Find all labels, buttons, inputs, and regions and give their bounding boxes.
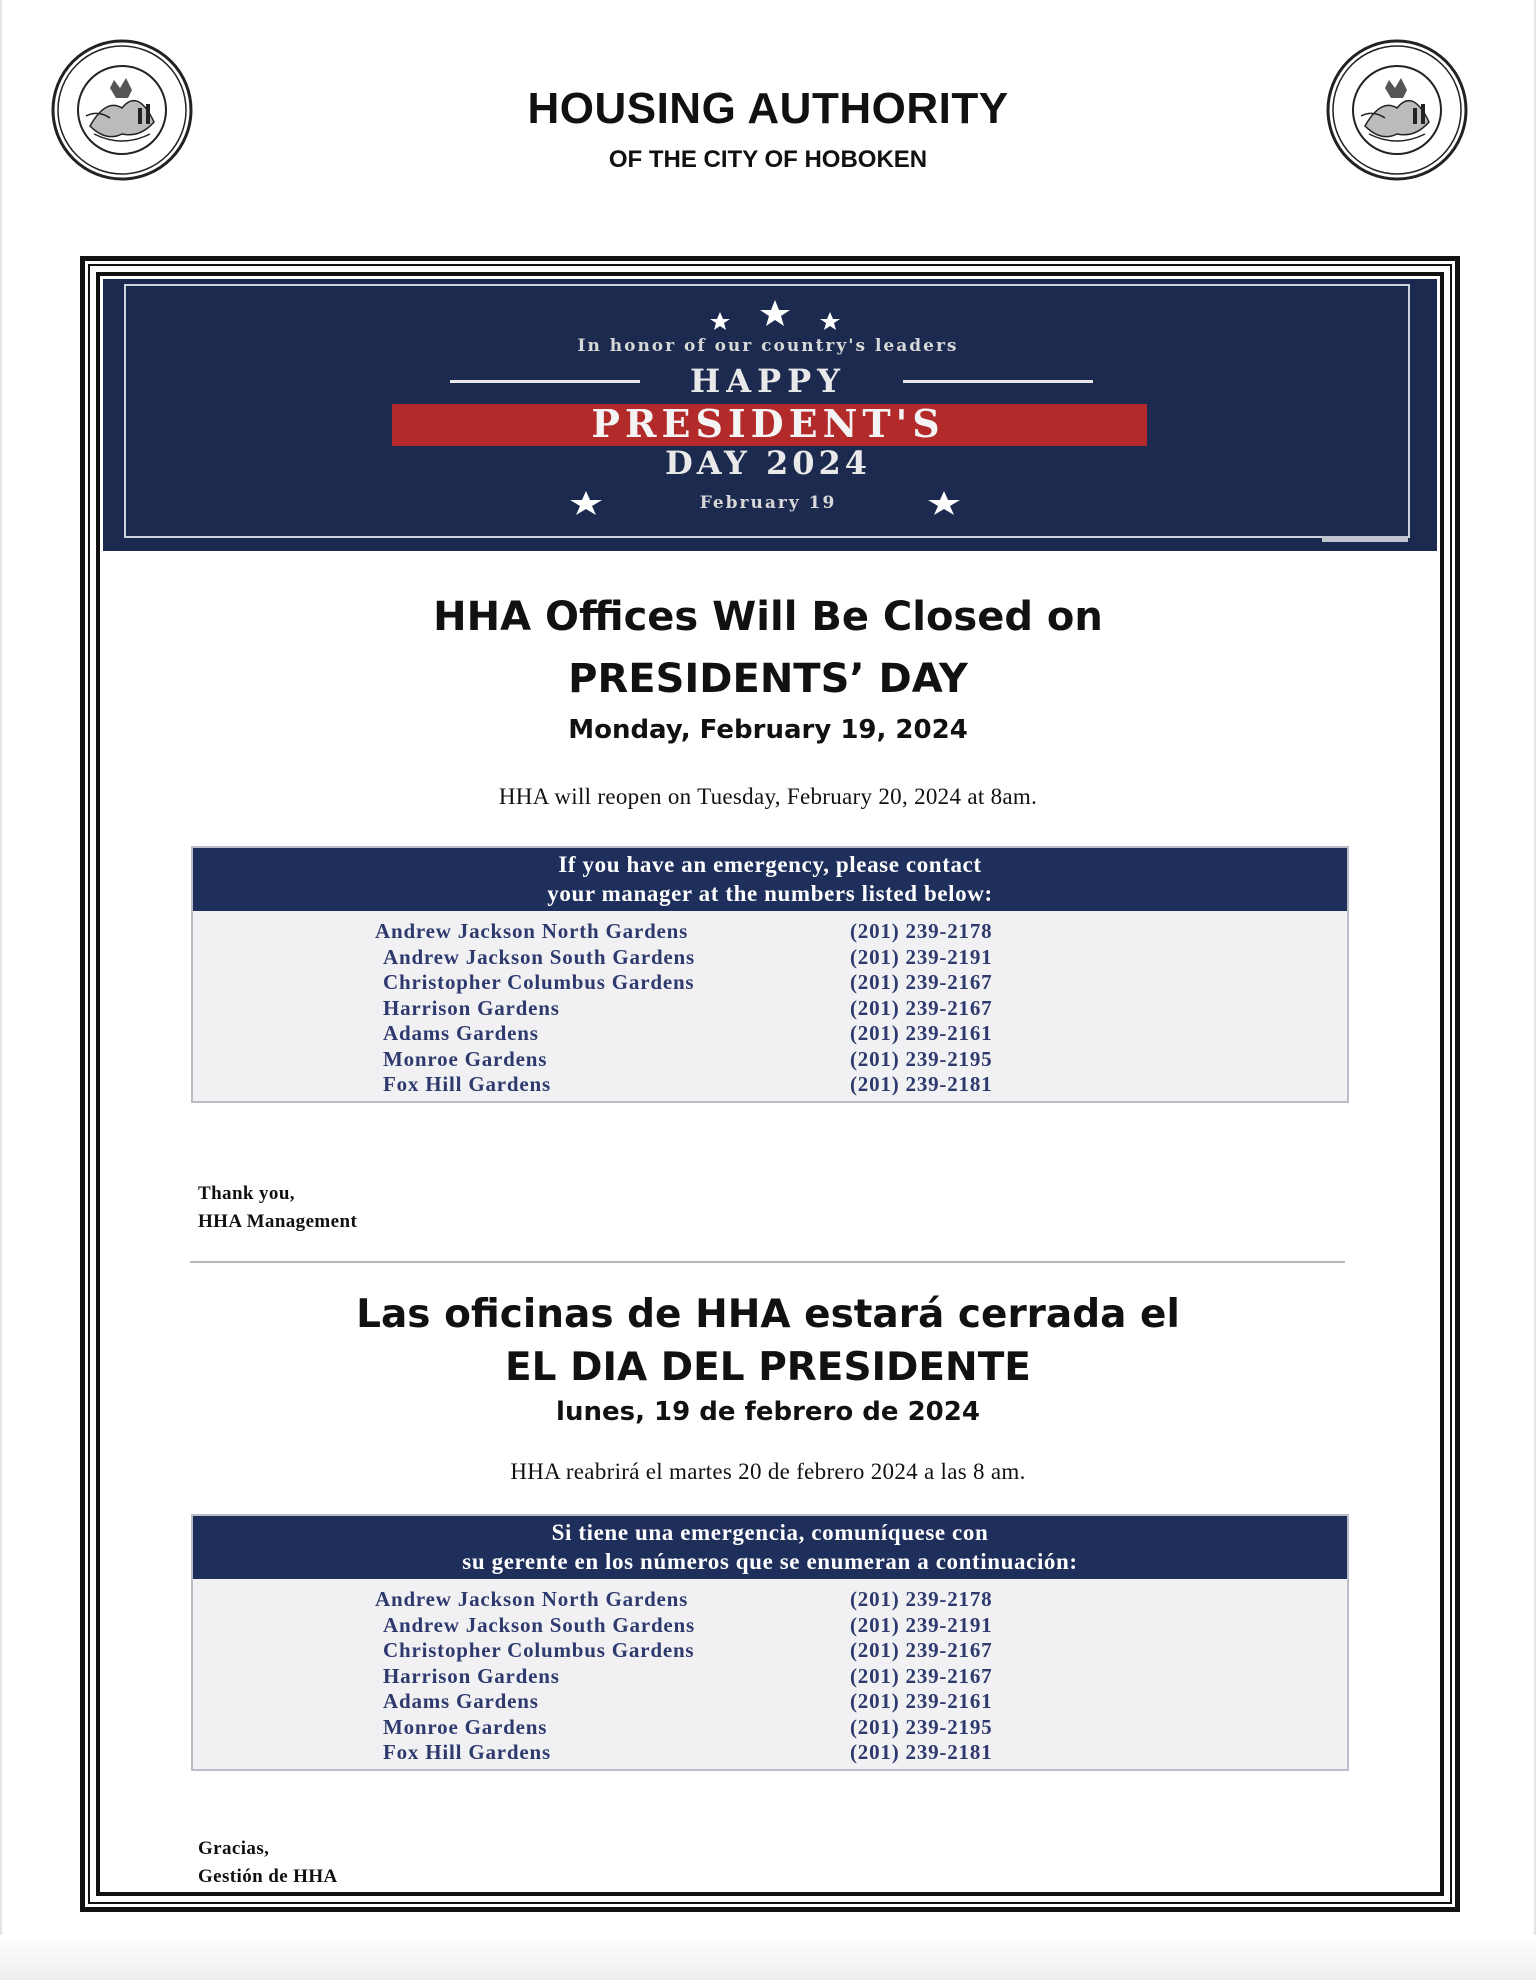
- banner-date: February 19: [699, 493, 837, 513]
- phone-number: (201) 239-2191: [850, 944, 993, 969]
- property-name: Monroe Gardens: [383, 1714, 548, 1739]
- banner-day-year: DAY 2024: [664, 444, 872, 482]
- spanish-heading-line1: Las oficinas de HHA estará cerrada el: [356, 1292, 1180, 1337]
- english-reopen-notice: HHA will reopen on Tuesday, February 20, 2024 at 8am.: [498, 784, 1038, 809]
- property-name: Fox Hill Gardens: [383, 1072, 551, 1096]
- contact-row: [193, 996, 1347, 1022]
- phone-number: (201) 239-2167: [850, 1663, 993, 1688]
- contact-row: [193, 1740, 1347, 1766]
- contact-row: [193, 1047, 1347, 1073]
- english-emergency-contacts: [191, 846, 1349, 1103]
- contact-row: [193, 1021, 1347, 1047]
- banner-presidents: PRESIDENT'S: [591, 401, 945, 446]
- spanish-emergency-contacts: [191, 1514, 1349, 1771]
- contact-row: [193, 1072, 1347, 1098]
- phone-number: (201) 239-2181: [850, 1740, 993, 1764]
- property-name: Andrew Jackson North Gardens: [375, 1587, 689, 1611]
- phone-number: (201) 239-2191: [850, 1612, 993, 1637]
- spanish-date-line: lunes, 19 de febrero de 2024: [556, 1397, 980, 1427]
- english-heading-line2: PRESIDENTS’ DAY: [568, 656, 968, 702]
- contact-header-line: If you have an emergency, please contact: [558, 852, 982, 877]
- banner-template-credit: [1322, 536, 1408, 542]
- contact-list: [193, 911, 1347, 1102]
- banner-honor-line: In honor of our country's leaders: [577, 336, 959, 356]
- property-name: Christopher Columbus Gardens: [383, 970, 695, 994]
- star-icon: [924, 490, 964, 516]
- phone-number: (201) 239-2181: [850, 1072, 993, 1096]
- closing-signature: HHA Management: [198, 1211, 358, 1232]
- three-stars-icon: [700, 298, 850, 332]
- english-heading-line1: HHA Offices Will Be Closed on: [433, 594, 1103, 640]
- contact-row: [193, 919, 1347, 945]
- property-name: Monroe Gardens: [383, 1046, 548, 1071]
- property-name: Adams Gardens: [383, 1689, 539, 1713]
- property-name: Christopher Columbus Gardens: [383, 1638, 695, 1662]
- phone-number: (201) 239-2195: [850, 1046, 993, 1071]
- phone-number: (201) 239-2167: [850, 970, 993, 994]
- property-name: Andrew Jackson South Gardens: [383, 1612, 695, 1637]
- phone-number: (201) 239-2167: [850, 1638, 993, 1662]
- contact-row: [193, 1715, 1347, 1741]
- spanish-contact-header: [193, 1516, 1347, 1579]
- english-closing: [198, 1180, 357, 1236]
- banner-happy: HAPPY: [689, 362, 847, 400]
- organization-title: HOUSING AUTHORITY: [527, 84, 1009, 133]
- contact-list: [193, 1579, 1347, 1770]
- spanish-heading-line2: EL DIA DEL PRESIDENTE: [505, 1345, 1031, 1390]
- property-name: Fox Hill Gardens: [383, 1740, 551, 1764]
- english-date-line: Monday, February 19, 2024: [568, 715, 968, 745]
- contact-row: [193, 1587, 1347, 1613]
- property-name: Harrison Gardens: [383, 995, 560, 1020]
- organization-subtitle: OF THE CITY OF HOBOKEN: [608, 146, 928, 173]
- contact-header-line: your manager at the numbers listed below:: [547, 881, 993, 906]
- property-name: Andrew Jackson South Gardens: [383, 944, 695, 969]
- contact-row: [193, 1689, 1347, 1715]
- contact-header-line: su gerente en los números que se enumeran a continuación:: [462, 1549, 1078, 1574]
- property-name: Harrison Gardens: [383, 1663, 560, 1688]
- phone-number: (201) 239-2195: [850, 1714, 993, 1739]
- property-name: Andrew Jackson North Gardens: [375, 919, 689, 943]
- spanish-closing: [198, 1835, 338, 1891]
- contact-row: [193, 1613, 1347, 1639]
- closing-thanks: Gracias,: [198, 1838, 270, 1859]
- property-name: Adams Gardens: [383, 1021, 539, 1045]
- page-bottom-shadow: [0, 1935, 1536, 1980]
- phone-number: (201) 239-2178: [850, 1587, 993, 1611]
- phone-number: (201) 239-2161: [850, 1689, 993, 1713]
- phone-number: (201) 239-2161: [850, 1021, 993, 1045]
- contact-row: [193, 1638, 1347, 1664]
- phone-number: (201) 239-2178: [850, 919, 993, 943]
- contact-row: [193, 1664, 1347, 1690]
- spanish-reopen-notice: HHA reabrirá el martes 20 de febrero 2024 a las 8 am.: [510, 1459, 1026, 1484]
- contact-row: [193, 945, 1347, 971]
- contact-header-line: Si tiene una emergencia, comuníquese con: [551, 1520, 989, 1545]
- closing-thanks: Thank you,: [198, 1183, 295, 1204]
- closing-signature: Gestión de HHA: [198, 1866, 338, 1887]
- english-contact-header: [193, 848, 1347, 911]
- section-divider: [190, 1261, 1345, 1263]
- phone-number: (201) 239-2167: [850, 995, 993, 1020]
- contact-row: [193, 970, 1347, 996]
